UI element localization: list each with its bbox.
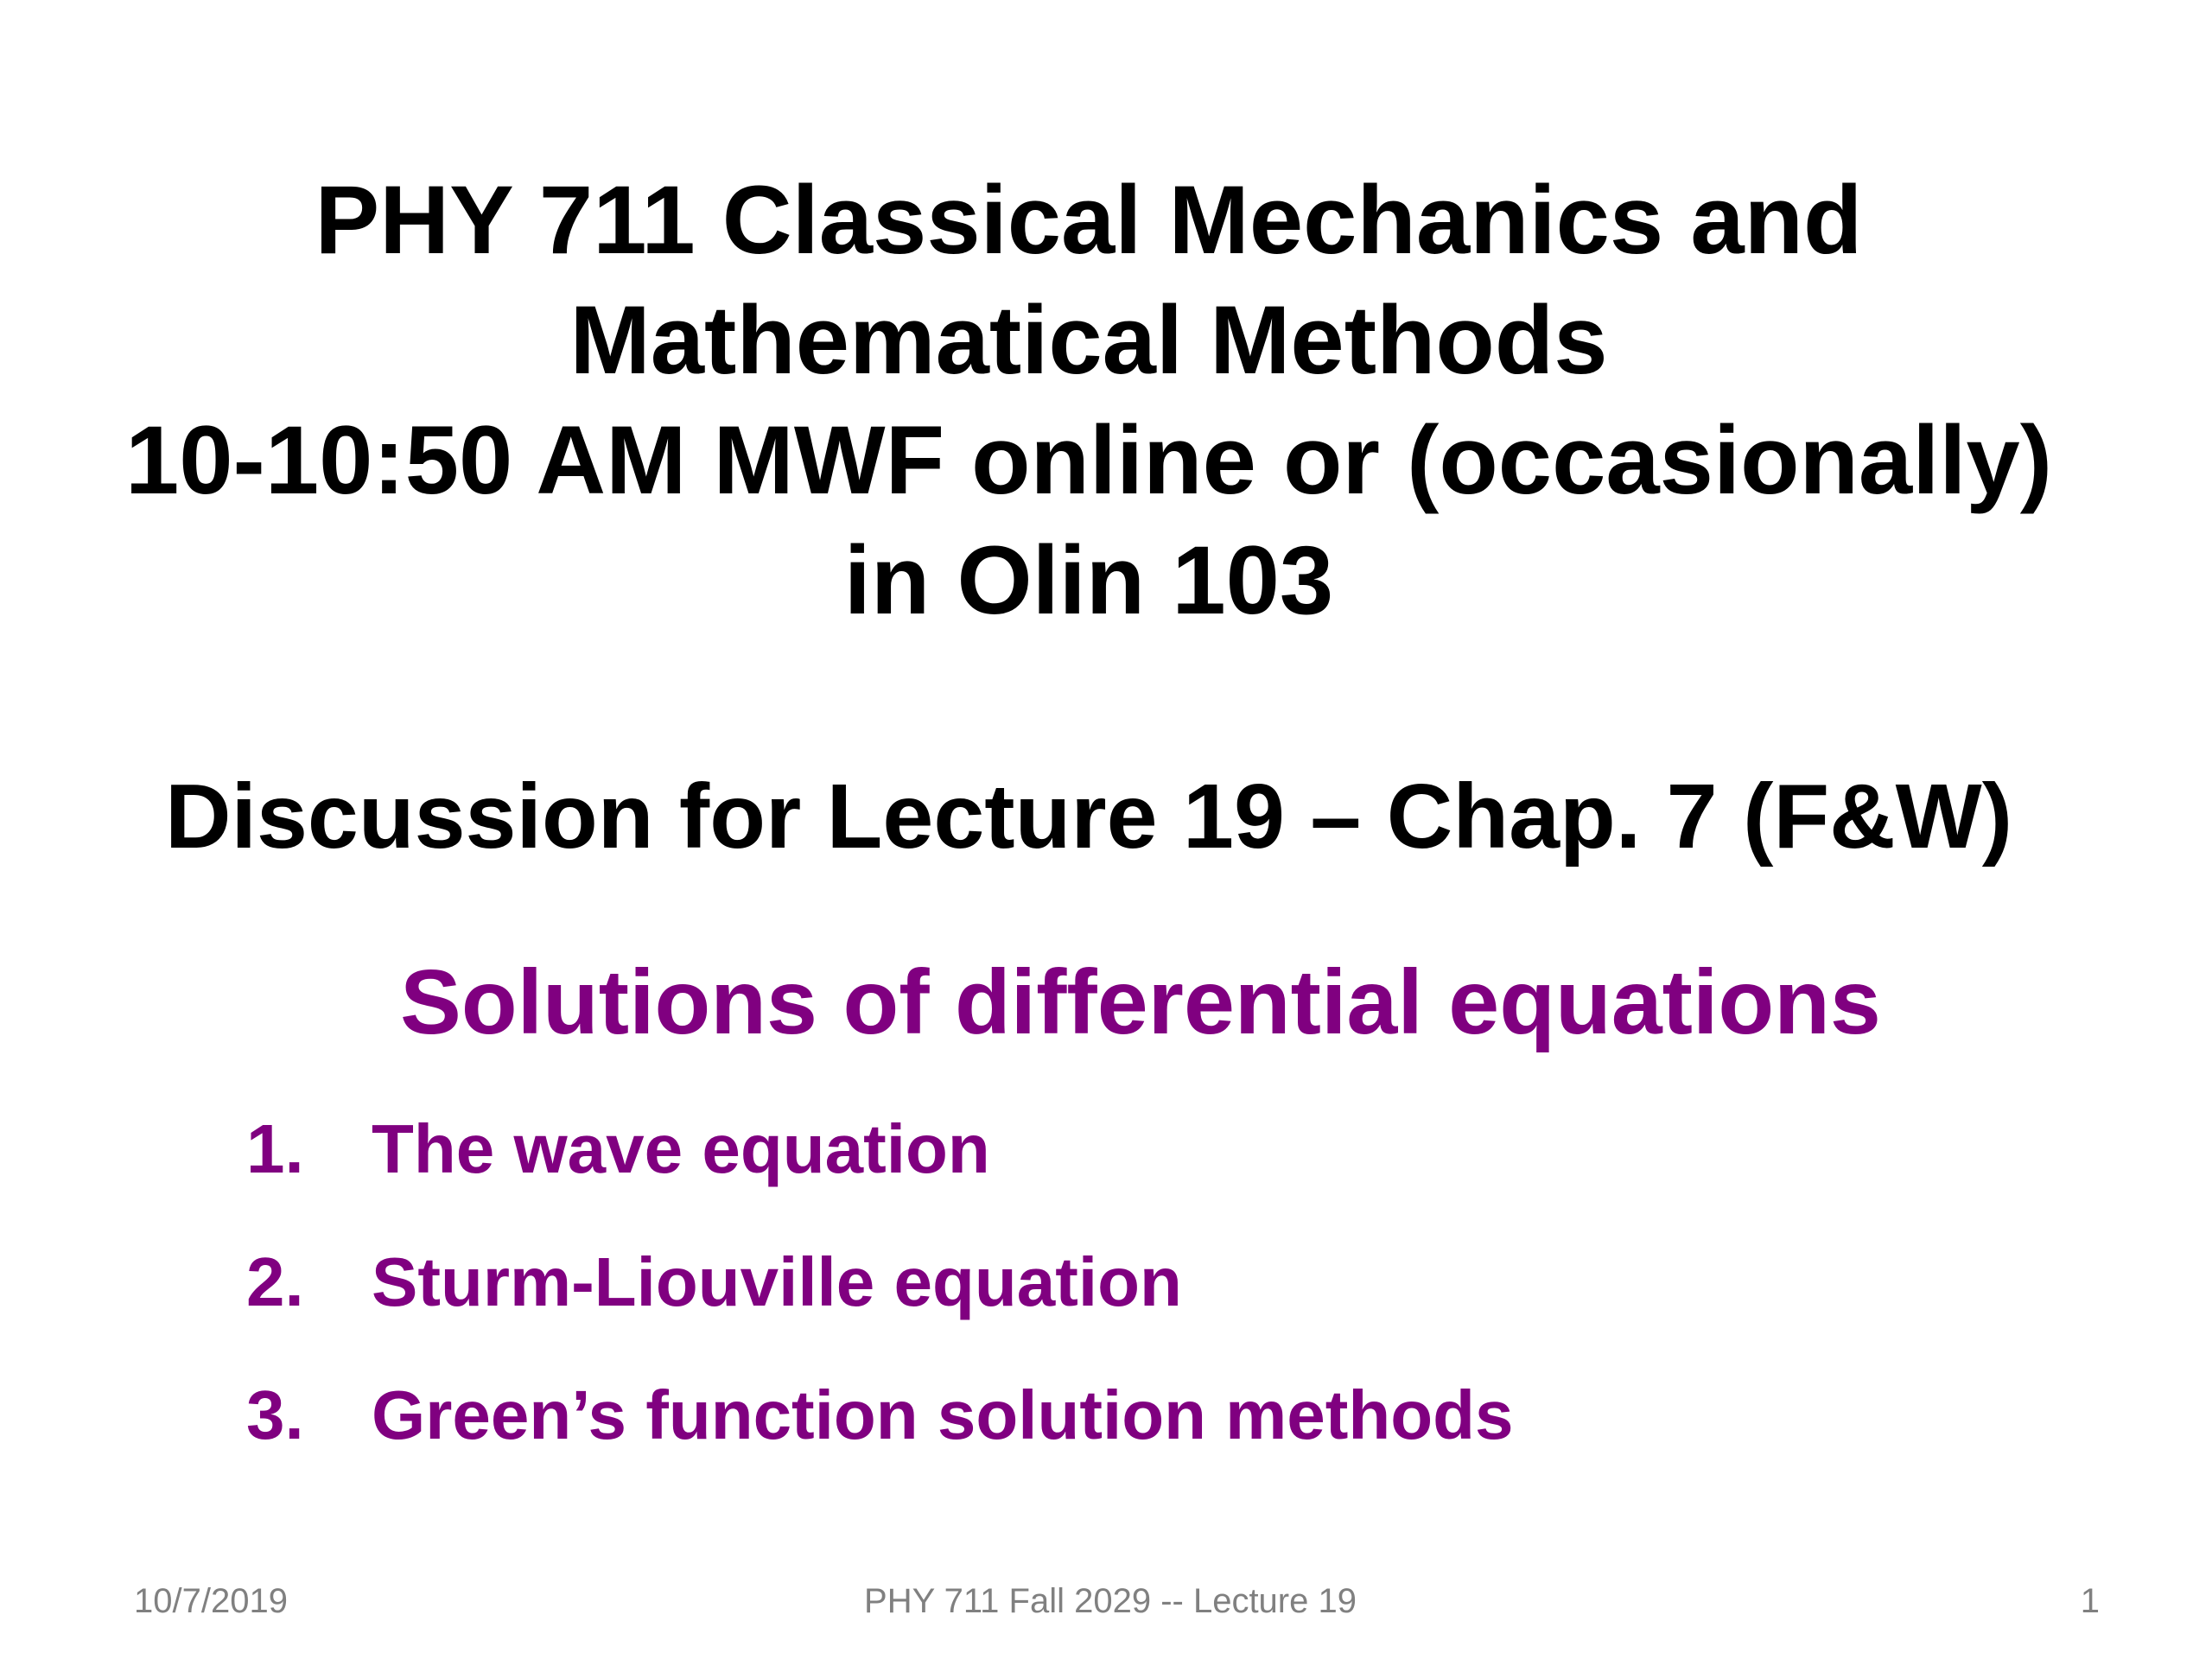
list-item-label: The wave equation [372, 1110, 990, 1187]
list-item-label: Green’s function solution methods [372, 1376, 1514, 1453]
title-line-course: PHY 711 Classical Mechanics and [315, 166, 1863, 274]
list-item [246, 1230, 1514, 1363]
topic-list [246, 1097, 1514, 1497]
title-line-location: in Olin 103 [843, 526, 1334, 634]
footer-course-label: PHY 711 Fall 2029 -- Lecture 19 [864, 1582, 1357, 1620]
title-line-course-cont: Mathematical Methods [569, 286, 1608, 394]
list-item-number: 3. [246, 1376, 304, 1453]
list-item-number: 2. [246, 1243, 304, 1320]
list-item [246, 1097, 1514, 1230]
topic-heading: Solutions of differential equations [400, 951, 1881, 1053]
discussion-heading: Discussion for Lecture 19 – Chap. 7 (F&W) [164, 766, 2013, 868]
list-item-number: 1. [246, 1110, 304, 1187]
slide-title [0, 160, 2177, 640]
page-number: 1 [2080, 1582, 2100, 1620]
title-line-schedule: 10-10:50 AM MWF online or (occasionally) [124, 406, 2053, 514]
list-item [246, 1363, 1514, 1497]
list-item-label: Sturm-Liouville equation [372, 1243, 1182, 1320]
footer-date: 10/7/2019 [134, 1582, 288, 1620]
